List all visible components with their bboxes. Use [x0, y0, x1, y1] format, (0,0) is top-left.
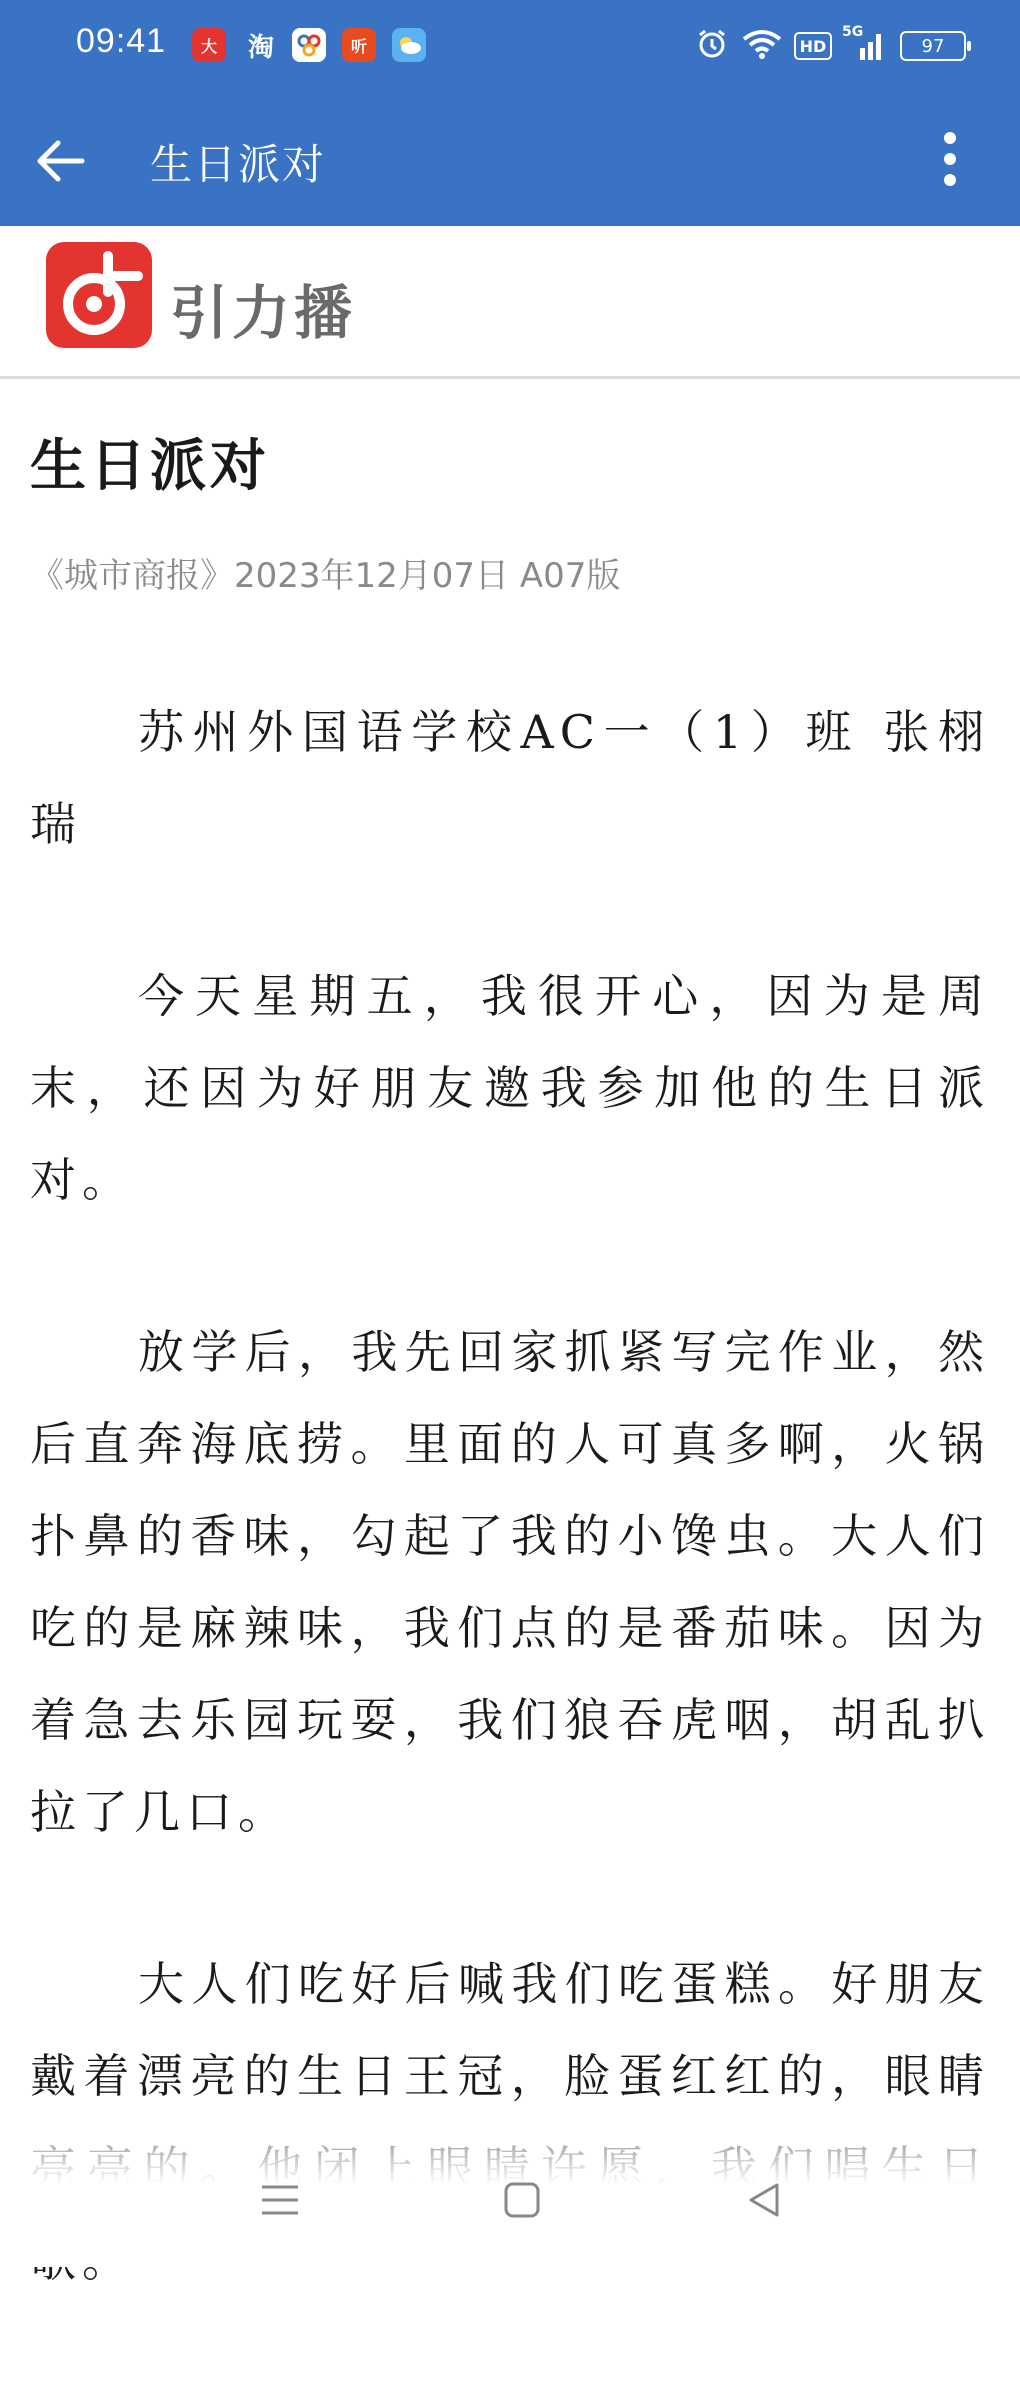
article-byline: 苏州外国语学校AC一（1）班 张栩瑞 [30, 705, 990, 851]
article-source: 《城市商报》2023年12月07日 A07版 [30, 556, 621, 596]
weather-app-icon [392, 28, 426, 62]
status-bar [0, 0, 1020, 92]
alarm-icon [694, 26, 730, 62]
more-options-icon[interactable] [930, 128, 970, 190]
article-title: 生日派对 [30, 434, 270, 499]
wifi-icon [742, 26, 782, 62]
article-paragraph: 放学后，我先回家抓紧写完作业，然后直奔海底捞。里面的人可真多啊，火锅扑鼻的香味，勾起了我的小馋虫。大人们吃的是麻辣味，我们点的是番茄味。因为着急去乐园玩耍，我们狼吞虎咽，胡乱扒拉了几口。 [30, 1325, 990, 1839]
back-triangle-icon[interactable] [734, 2170, 794, 2230]
share-app-icon [292, 28, 326, 62]
recent-apps-menu-icon[interactable] [250, 2170, 310, 2230]
system-navigation-bar [0, 2140, 1020, 2267]
taobao-app-icon: 淘 [247, 32, 274, 63]
signal-icon [842, 26, 888, 62]
battery-indicator: 97 [900, 31, 966, 61]
status-time: 09:41 [76, 22, 167, 60]
back-arrow-icon[interactable] [30, 130, 92, 192]
brand-header [0, 226, 1020, 379]
ting-app-icon: 听 [342, 28, 376, 62]
dashenlin-app-icon: 大 [192, 28, 226, 62]
network-label: 5G [842, 24, 864, 40]
home-square-icon[interactable] [492, 2170, 552, 2230]
yinlibo-logo-icon [46, 242, 152, 348]
brand-logo-text: 引力播 [170, 279, 357, 347]
article-body [30, 686, 990, 2386]
article-paragraph: 大人们吃好后喊我们吃蛋糕。好朋友戴着漂亮的生日王冠，脸蛋红红的，眼睛 [30, 1957, 990, 2103]
app-bar-title: 生日派对 [150, 140, 327, 189]
hd-badge: HD [794, 32, 832, 60]
article-paragraph: 今天星期五，我很开心，因为是周末，还因为好朋友邀我参加他的生日派对。 [30, 969, 990, 1207]
app-bar [0, 92, 1020, 226]
